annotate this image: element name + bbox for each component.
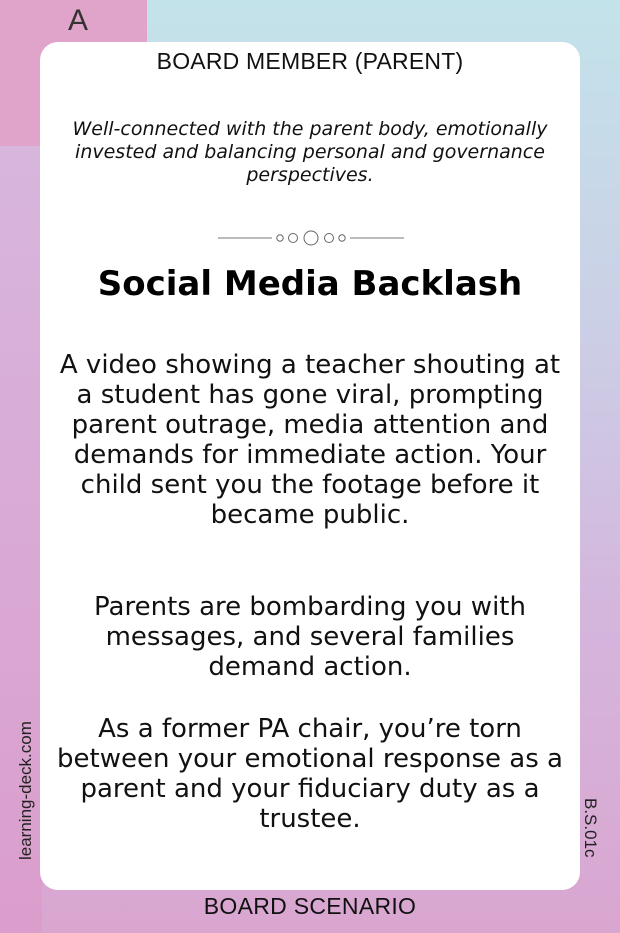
footer-label: BOARD SCENARIO xyxy=(203,893,417,919)
scenario-title: Social Media Backlash xyxy=(97,264,523,304)
ornament-divider xyxy=(218,228,404,248)
scenario-paragraph-2: Parents are bombarding you with messages, and several families demand action. xyxy=(94,592,526,682)
role-heading: BOARD MEMBER (PARENT) xyxy=(156,48,464,74)
role-description: Well-connected with the parent body, emotionally invested and balancing personal and governance perspectives. xyxy=(72,118,548,186)
scenario-paragraph-3: As a former PA chair, you’re torn between your emotional response as a parent and your fiduciary duty as a trustee. xyxy=(57,714,563,834)
card-letter: A xyxy=(68,4,89,37)
card-code: B.S.01c xyxy=(581,798,600,858)
scenario-paragraph-1: A video showing a teacher shouting at a student has gone viral, prompting parent outrage, media attention and demands for immediate action. Your child sent you the footage before it became public. xyxy=(59,350,561,530)
website-label: learning-deck.com xyxy=(16,721,35,860)
